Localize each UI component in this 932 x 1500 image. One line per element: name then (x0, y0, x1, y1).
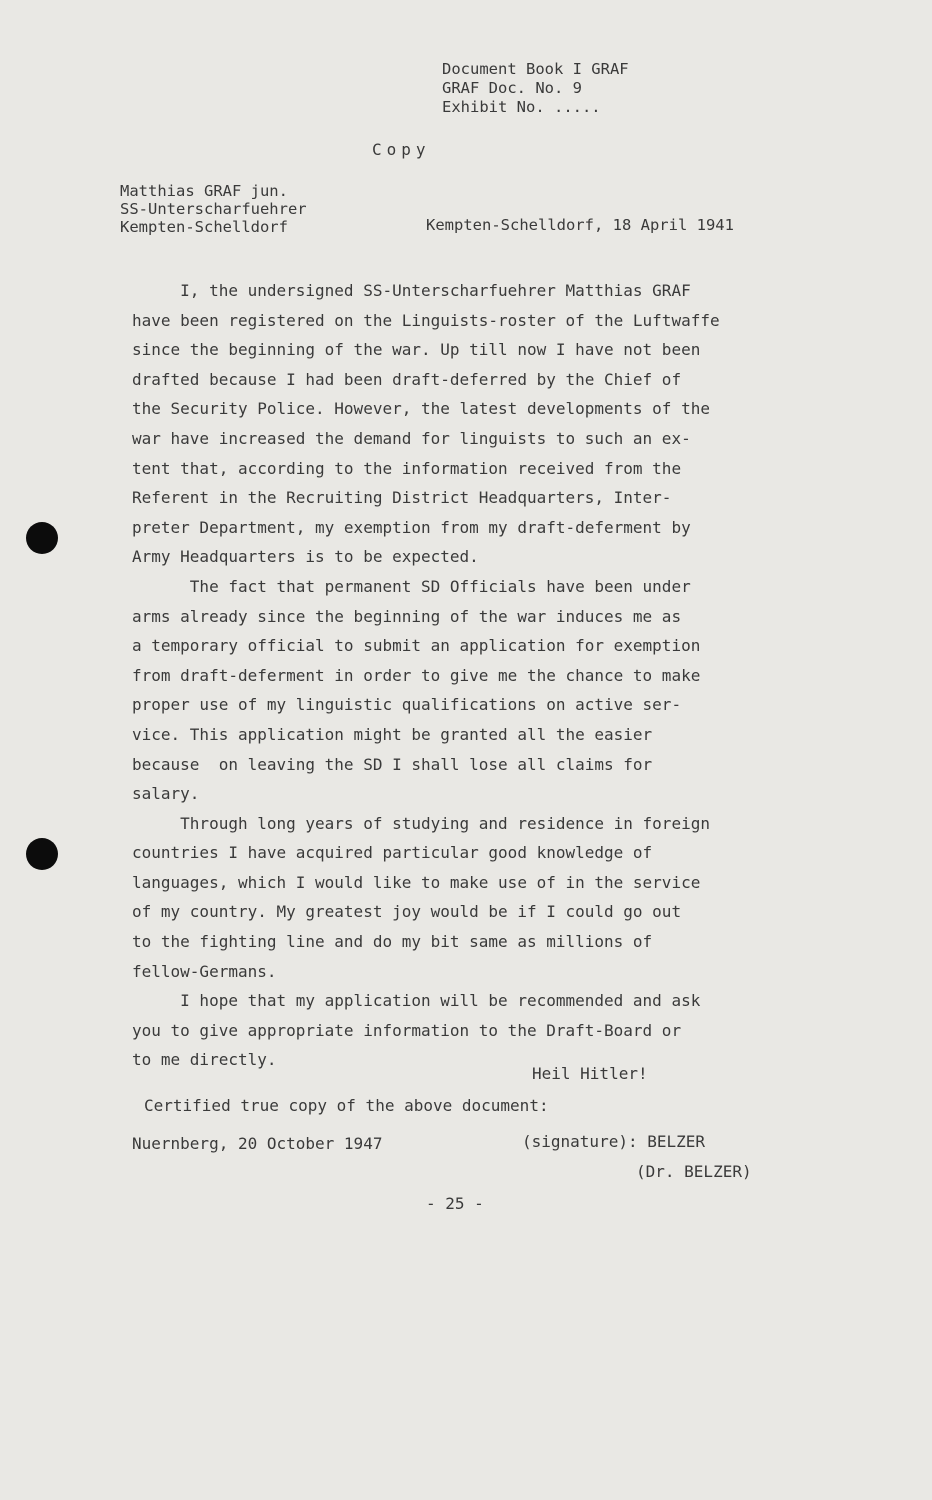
body-line: I hope that my application will be recommended and ask (132, 991, 701, 1011)
body-line: the Security Police. However, the latest developments of the (132, 399, 710, 419)
body-line: The fact that permanent SD Officials have been under (132, 576, 691, 596)
body-line: have been registered on the Linguists-roster of the Luftwaffe (132, 310, 720, 330)
copy-title: Copy (372, 140, 431, 159)
document-reference (442, 60, 629, 117)
signer-name: (Dr. BELZER) (636, 1162, 752, 1181)
body-line: war have increased the demand for linguists to such an ex- (132, 428, 691, 448)
signature-line: (signature): BELZER (522, 1132, 706, 1151)
body-line: to the fighting line and do my bit same as millions of (132, 932, 653, 952)
body-line: fellow-Germans. (132, 961, 277, 981)
body-line: languages, which I would like to make use of in the service (132, 872, 701, 892)
exhibit-number: Exhibit No. ..... (442, 98, 601, 116)
punch-hole (26, 522, 58, 554)
body-line: from draft-deferment in order to give me the chance to make (132, 665, 701, 685)
body-line: to me directly. (132, 1050, 277, 1070)
body-line: Through long years of studying and residence in foreign (132, 813, 710, 833)
body-line: you to give appropriate information to the Draft-Board or (132, 1020, 682, 1040)
certification-place-date: Nuernberg, 20 October 1947 (132, 1134, 383, 1153)
body-line: vice. This application might be granted all the easier (132, 724, 653, 744)
body-line: I, the undersigned SS-Unterscharfuehrer Matthias GRAF (132, 281, 691, 300)
body-line: countries I have acquired particular good knowledge of (132, 843, 653, 863)
certification-statement: Certified true copy of the above document: (144, 1096, 549, 1115)
body-line: drafted because I had been draft-deferred by the Chief of (132, 369, 682, 389)
sender-place: Kempten-Schelldorf (120, 218, 288, 236)
letter-body (132, 276, 852, 1075)
body-line: because on leaving the SD I shall lose all claims for (132, 754, 653, 774)
punch-hole (26, 838, 58, 870)
letter-place-date: Kempten-Schelldorf, 18 April 1941 (426, 216, 734, 234)
body-line: since the beginning of the war. Up till now I have not been (132, 340, 701, 360)
body-line: Referent in the Recruiting District Headquarters, Inter- (132, 488, 672, 508)
page-number: - 25 - (426, 1194, 484, 1213)
body-line: of my country. My greatest joy would be if I could go out (132, 902, 682, 922)
body-line: preter Department, my exemption from my draft-deferment by (132, 517, 691, 537)
body-line: salary. (132, 784, 200, 804)
body-line: a temporary official to submit an application for exemption (132, 636, 701, 656)
sender-block (120, 182, 307, 236)
closing-salutation: Heil Hitler! (532, 1064, 648, 1083)
document-book: Document Book I GRAF (442, 60, 629, 78)
body-line: proper use of my linguistic qualifications on active ser- (132, 695, 682, 715)
body-line: tent that, according to the information received from the (132, 458, 682, 478)
body-line: arms already since the beginning of the war induces me as (132, 606, 682, 626)
doc-number: GRAF Doc. No. 9 (442, 79, 582, 97)
sender-name: Matthias GRAF jun. (120, 182, 288, 200)
body-line: Army Headquarters is to be expected. (132, 547, 479, 567)
sender-rank: SS-Unterscharfuehrer (120, 200, 307, 218)
